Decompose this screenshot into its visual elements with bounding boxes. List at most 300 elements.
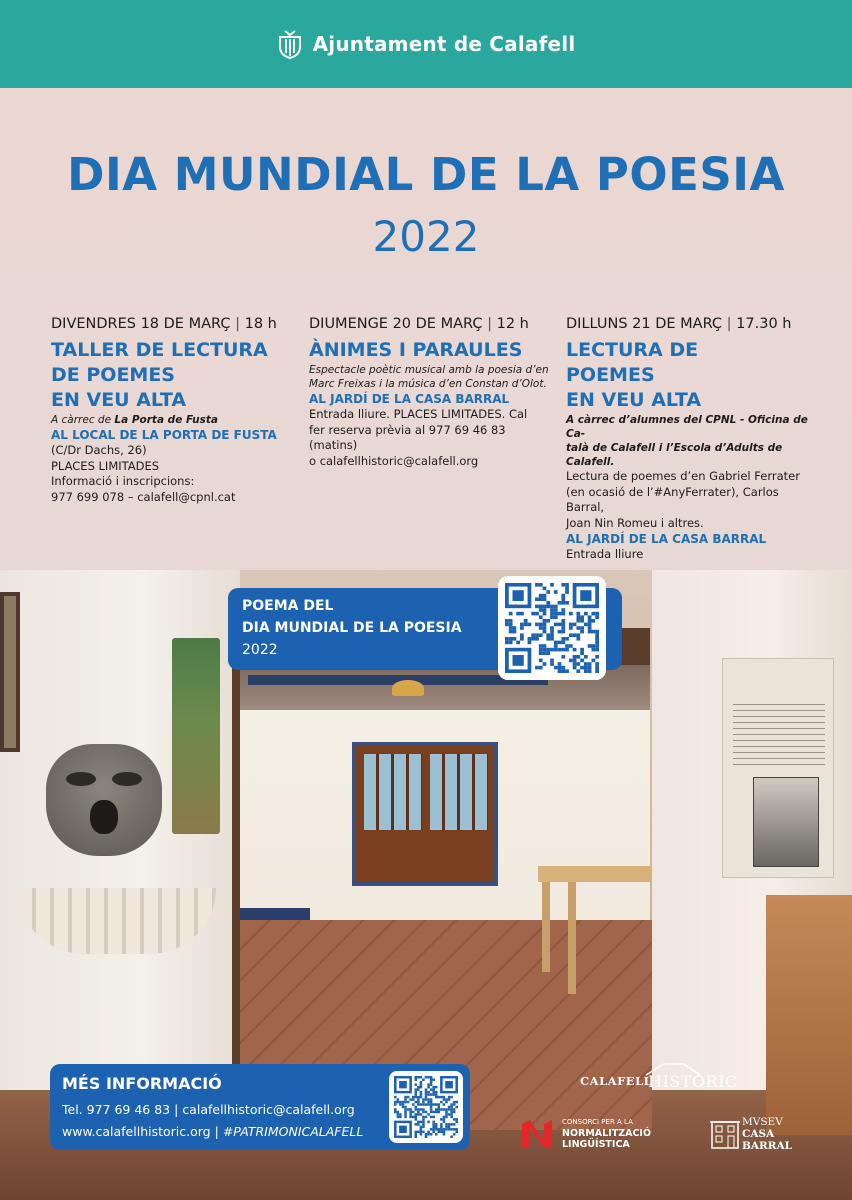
qr-module: [505, 641, 509, 645]
qr-module: [584, 666, 588, 670]
wall-frame: [0, 592, 20, 752]
event-detail: PLACES LIMITADES: [51, 458, 160, 473]
poem-qr-code[interactable]: [498, 576, 606, 680]
website-link[interactable]: www.calafellhistoric.org: [62, 1124, 211, 1139]
qr-module: [453, 1123, 456, 1125]
event-detail: o calafellhistoric@calafell.org: [309, 453, 479, 468]
qr-module: [455, 1131, 458, 1133]
qr-module: [440, 1126, 443, 1128]
qr-module: [528, 623, 532, 627]
qr-module: [445, 1116, 448, 1118]
qr-module: [432, 1086, 435, 1088]
panel-photo: [753, 777, 819, 867]
qr-module: [561, 666, 565, 670]
qr-module: [580, 626, 584, 630]
qr-module: [509, 630, 513, 634]
qr-module: [412, 1116, 415, 1118]
qr-module: [435, 1133, 438, 1135]
qr-module: [505, 619, 509, 623]
qr-module: [394, 1108, 397, 1110]
qr-module: [425, 1076, 428, 1078]
qr-module: [539, 594, 543, 598]
byline-name: La Porta de Fusta: [114, 414, 218, 426]
qr-module: [432, 1091, 435, 1093]
qr-module: [420, 1126, 423, 1128]
event-title-line: EN VEU ALTA: [566, 389, 702, 411]
calafell-historic-logo: [580, 1062, 740, 1102]
qr-module: [440, 1118, 443, 1120]
wooden-plank-decoration: [172, 638, 220, 834]
qr-module: [414, 1083, 417, 1085]
qr-module: [595, 615, 599, 619]
qr-module: [420, 1076, 423, 1078]
qr-module: [435, 1093, 438, 1095]
qr-module: [420, 1121, 423, 1123]
qr-module: [576, 612, 580, 616]
qr-module: [509, 619, 513, 623]
qr-module: [443, 1108, 446, 1110]
organization-name: Ajuntament de Calafell: [312, 32, 576, 56]
qr-module: [546, 633, 550, 637]
qr-module: [420, 1093, 423, 1095]
qr-module: [584, 623, 588, 627]
qr-module: [414, 1113, 417, 1115]
qr-module: [453, 1118, 456, 1120]
event-location: AL JARDÍ DE LA CASA BARRAL: [309, 392, 510, 406]
qr-module: [580, 619, 584, 623]
qr-module: [414, 1091, 417, 1093]
qr-module: [409, 1116, 412, 1118]
qr-module: [576, 637, 580, 641]
qr-module: [414, 1106, 417, 1108]
qr-module: [561, 594, 565, 598]
qr-module: [546, 648, 550, 652]
qr-module: [430, 1106, 433, 1108]
qr-module: [535, 666, 539, 670]
event-detail: Entrada lliure: [566, 547, 644, 561]
qr-module: [402, 1103, 405, 1105]
qr-module: [414, 1078, 417, 1080]
qr-module: [450, 1103, 453, 1105]
qr-module: [576, 626, 580, 630]
qr-module: [404, 1113, 407, 1115]
qr-module: [565, 601, 569, 605]
table-leg: [568, 882, 576, 994]
qr-module: [580, 666, 584, 670]
qr-module: [399, 1113, 402, 1115]
qr-module: [520, 637, 524, 641]
qr-module: [584, 612, 588, 616]
info-qr-code[interactable]: [389, 1071, 463, 1143]
qr-module: [520, 612, 524, 616]
qr-module: [404, 1116, 407, 1118]
qr-module: [422, 1111, 425, 1113]
qr-module: [539, 651, 543, 655]
qr-module: [550, 648, 554, 652]
qr-module: [425, 1093, 428, 1095]
page-year: 2022: [372, 212, 480, 261]
qr-module: [414, 1101, 417, 1103]
qr-module: [558, 669, 562, 673]
qr-module: [427, 1083, 430, 1085]
qr-module: [404, 1111, 407, 1113]
qr-module: [414, 1133, 417, 1135]
qr-module: [561, 641, 565, 645]
qr-module: [520, 633, 524, 637]
qr-module: [561, 619, 565, 623]
event-title-line: DE POEMES: [51, 364, 175, 386]
qr-module: [554, 644, 558, 648]
byline-prefix: A càrrec de: [51, 414, 115, 426]
qr-module: [543, 594, 547, 598]
qr-module: [561, 597, 565, 601]
qr-module: [513, 637, 517, 641]
qr-module: [414, 1116, 417, 1118]
qr-module: [509, 641, 513, 645]
info-panel: [722, 658, 834, 878]
qr-module: [554, 590, 558, 594]
qr-module: [455, 1128, 458, 1130]
event-title-line: EN VEU ALTA: [51, 389, 187, 411]
qr-module: [450, 1123, 453, 1125]
qr-module: [580, 630, 584, 634]
poem-box-line: POEMA DEL: [242, 598, 334, 614]
event-date: DILLUNS 21 DE MARÇ | 17.30 h: [566, 316, 792, 332]
table-leg: [542, 882, 550, 972]
qr-module: [427, 1133, 430, 1135]
qr-module: [425, 1116, 428, 1118]
poem-box-year: 2022: [242, 642, 278, 658]
qr-module: [427, 1086, 430, 1088]
separator: |: [214, 1124, 219, 1139]
qr-module: [422, 1108, 425, 1110]
qr-module: [432, 1126, 435, 1128]
mask-mouth: [90, 800, 118, 834]
qr-module: [565, 587, 569, 591]
qr-module: [539, 583, 543, 587]
qr-module: [450, 1096, 453, 1098]
qr-module: [591, 612, 595, 616]
qr-module: [580, 648, 584, 652]
qr-module: [584, 662, 588, 666]
qr-module: [430, 1098, 433, 1100]
qr-module: [420, 1113, 423, 1115]
qr-module: [409, 1111, 412, 1113]
qr-module: [535, 633, 539, 637]
qr-module: [417, 1098, 420, 1100]
qr-module: [531, 637, 535, 641]
qr-module: [430, 1108, 433, 1110]
qr-module: [432, 1131, 435, 1133]
qr-module: [588, 666, 592, 670]
qr-module: [435, 1128, 438, 1130]
qr-module: [576, 655, 580, 659]
qr-module: [435, 1126, 438, 1128]
qr-module: [427, 1101, 430, 1103]
qr-module: [427, 1113, 430, 1115]
qr-module: [588, 615, 592, 619]
qr-module: [430, 1111, 433, 1113]
qr-module: [422, 1131, 425, 1133]
qr-module: [573, 633, 577, 637]
qr-module: [435, 1103, 438, 1105]
qr-module: [546, 651, 550, 655]
qr-module: [543, 648, 547, 652]
qr-module: [430, 1088, 433, 1090]
mask-eye: [112, 772, 142, 786]
qr-module: [422, 1103, 425, 1105]
qr-module: [430, 1081, 433, 1083]
qr-module: [448, 1096, 451, 1098]
qr-module: [448, 1126, 451, 1128]
qr-module: [394, 1103, 397, 1105]
qr-module: [435, 1108, 438, 1110]
event-detail: (C/Dr Dachs, 26): [51, 443, 147, 457]
qr-module: [561, 637, 565, 641]
qr-module: [550, 630, 554, 634]
qr-module: [543, 623, 547, 627]
qr-module: [430, 1101, 433, 1103]
page-title: DIA MUNDIAL DE LA POESIA: [67, 148, 785, 201]
qr-finder: [513, 590, 524, 601]
qr-module: [561, 630, 565, 634]
qr-module: [448, 1128, 451, 1130]
qr-module: [394, 1111, 397, 1113]
cpnl-logo: [520, 1114, 670, 1154]
separator: |: [174, 1102, 179, 1117]
qr-module: [435, 1123, 438, 1125]
qr-module: [445, 1098, 448, 1100]
qr-module: [509, 623, 513, 627]
qr-module: [546, 601, 550, 605]
qr-module: [420, 1103, 423, 1105]
qr-module: [412, 1111, 415, 1113]
qr-module: [417, 1103, 420, 1105]
qr-module: [420, 1128, 423, 1130]
qr-module: [543, 644, 547, 648]
qr-module: [417, 1121, 420, 1123]
event-detail: 977 699 078 – calafell@cpnl.cat: [51, 489, 236, 504]
qr-module: [565, 644, 569, 648]
logo-text: CALAFELL: [580, 1074, 653, 1088]
qr-module: [443, 1098, 446, 1100]
event-time: 12 h: [496, 316, 529, 332]
qr-module: [588, 630, 592, 634]
qr-module: [535, 612, 539, 616]
qr-module: [427, 1093, 430, 1095]
qr-module: [505, 623, 509, 627]
event-title-line: POEMES: [566, 364, 655, 386]
qr-module: [558, 623, 562, 627]
qr-module: [414, 1108, 417, 1110]
qr-module: [417, 1101, 420, 1103]
qr-module: [513, 626, 517, 630]
qr-module: [554, 648, 558, 652]
qr-module: [438, 1096, 441, 1098]
qr-module: [443, 1116, 446, 1118]
qr-module: [450, 1111, 453, 1113]
qr-module: [435, 1111, 438, 1113]
logo-text: HISTÒRIC: [648, 1072, 738, 1091]
qr-module: [595, 669, 599, 673]
qr-module: [399, 1101, 402, 1103]
qr-module: [539, 633, 543, 637]
qr-module: [450, 1106, 453, 1108]
ceiling-lamp: [392, 680, 424, 696]
qr-module: [550, 612, 554, 616]
qr-module: [588, 669, 592, 673]
qr-module: [535, 637, 539, 641]
qr-module: [414, 1118, 417, 1120]
qr-module: [550, 626, 554, 630]
qr-module: [539, 615, 543, 619]
window-pane: [430, 754, 488, 830]
qr-module: [432, 1111, 435, 1113]
qr-module: [435, 1096, 438, 1098]
event-detail: Lectura de poemes d’en Gabriel Ferrater: [566, 469, 800, 483]
event-time: 17.30 h: [736, 316, 792, 332]
qr-module: [430, 1093, 433, 1095]
qr-module: [455, 1101, 458, 1103]
coat-of-arms-icon: [277, 29, 303, 59]
event-location: AL LOCAL DE LA PORTA DE FUSTA: [51, 428, 277, 442]
qr-module: [397, 1098, 400, 1100]
qr-module: [450, 1108, 453, 1110]
logo-text: MVSEV: [742, 1116, 783, 1128]
qr-module: [539, 659, 543, 663]
qr-module: [443, 1121, 446, 1123]
qr-module: [402, 1106, 405, 1108]
event-description: Marc Freixas i la música d’en Constan d’Olot.: [309, 378, 547, 390]
qr-module: [520, 623, 524, 627]
qr-module: [561, 648, 565, 652]
logo-text: BARRAL: [742, 1140, 793, 1152]
qr-module: [412, 1098, 415, 1100]
qr-module: [430, 1116, 433, 1118]
qr-module: [453, 1108, 456, 1110]
qr-module: [443, 1131, 446, 1133]
qr-module: [453, 1103, 456, 1105]
event-date: DIVENDRES 18 DE MARÇ | 18 h: [51, 316, 277, 332]
event-byline: A càrrec d’alumnes del CPNL - Oficina de Ca-: [566, 414, 808, 440]
qr-module: [420, 1108, 423, 1110]
qr-module: [546, 619, 550, 623]
qr-module: [422, 1116, 425, 1118]
qr-module: [453, 1101, 456, 1103]
qr-module: [453, 1128, 456, 1130]
qr-module: [414, 1131, 417, 1133]
qr-module: [432, 1078, 435, 1080]
email-link[interactable]: calafellhistoric@calafell.org: [182, 1102, 355, 1117]
event-location: AL JARDÍ DE LA CASA BARRAL: [566, 532, 767, 546]
qr-module: [546, 605, 550, 609]
museu-casa-barral-logo: [710, 1114, 810, 1154]
logo-text: LINGÜÍSTICA: [562, 1139, 630, 1150]
event-description: Espectacle poètic musical amb la poesia d’en: [309, 364, 549, 376]
qr-module: [430, 1128, 433, 1130]
qr-module: [543, 619, 547, 623]
qr-module: [397, 1116, 400, 1118]
qr-module: [450, 1116, 453, 1118]
web-line: [62, 1124, 363, 1139]
blue-bench: [240, 908, 310, 920]
qr-module: [422, 1118, 425, 1120]
qr-module: [445, 1108, 448, 1110]
event-title-line: ÀNIMES I PARAULES: [309, 339, 523, 361]
qr-module: [409, 1108, 412, 1110]
qr-module: [407, 1096, 410, 1098]
qr-module: [432, 1116, 435, 1118]
qr-module: [417, 1108, 420, 1110]
qr-module: [561, 655, 565, 659]
qr-module: [427, 1121, 430, 1123]
qr-module: [448, 1106, 451, 1108]
qr-module: [432, 1088, 435, 1090]
qr-finder: [399, 1081, 407, 1088]
qr-module: [432, 1121, 435, 1123]
display-table: [538, 866, 652, 882]
qr-module: [417, 1113, 420, 1115]
qr-finder: [513, 655, 524, 666]
event-column-1: [51, 314, 296, 505]
qr-module: [448, 1123, 451, 1125]
qr-module: [543, 612, 547, 616]
qr-module: [591, 619, 595, 623]
qr-module: [550, 583, 554, 587]
qr-module: [576, 662, 580, 666]
qr-module: [509, 637, 513, 641]
qr-module: [445, 1123, 448, 1125]
qr-module: [420, 1081, 423, 1083]
qr-module: [535, 597, 539, 601]
qr-module: [554, 612, 558, 616]
qr-module: [509, 612, 513, 616]
qr-module: [543, 587, 547, 591]
qr-module: [445, 1126, 448, 1128]
qr-module: [543, 651, 547, 655]
qr-module: [404, 1108, 407, 1110]
event-time: 18 h: [244, 316, 277, 332]
qr-finder: [399, 1126, 407, 1133]
event-column-3: [566, 314, 816, 563]
qr-module: [425, 1103, 428, 1105]
qr-module: [591, 659, 595, 663]
qr-module: [445, 1101, 448, 1103]
qr-module: [412, 1103, 415, 1105]
qr-module: [438, 1111, 441, 1113]
qr-module: [420, 1086, 423, 1088]
qr-module: [443, 1133, 446, 1135]
qr-module: [438, 1131, 441, 1133]
qr-module: [595, 630, 599, 634]
building-icon: [710, 1116, 740, 1150]
qr-module: [455, 1118, 458, 1120]
qr-module: [440, 1108, 443, 1110]
qr-module: [422, 1098, 425, 1100]
qr-module: [528, 641, 532, 645]
qr-module: [588, 662, 592, 666]
qr-module: [422, 1101, 425, 1103]
qr-module: [417, 1076, 420, 1078]
event-byline: [51, 413, 296, 427]
qr-module: [573, 662, 577, 666]
qr-module: [432, 1093, 435, 1095]
qr-module: [535, 583, 539, 587]
qr-module: [539, 666, 543, 670]
qr-module: [397, 1111, 400, 1113]
qr-module: [558, 641, 562, 645]
qr-module: [569, 644, 573, 648]
